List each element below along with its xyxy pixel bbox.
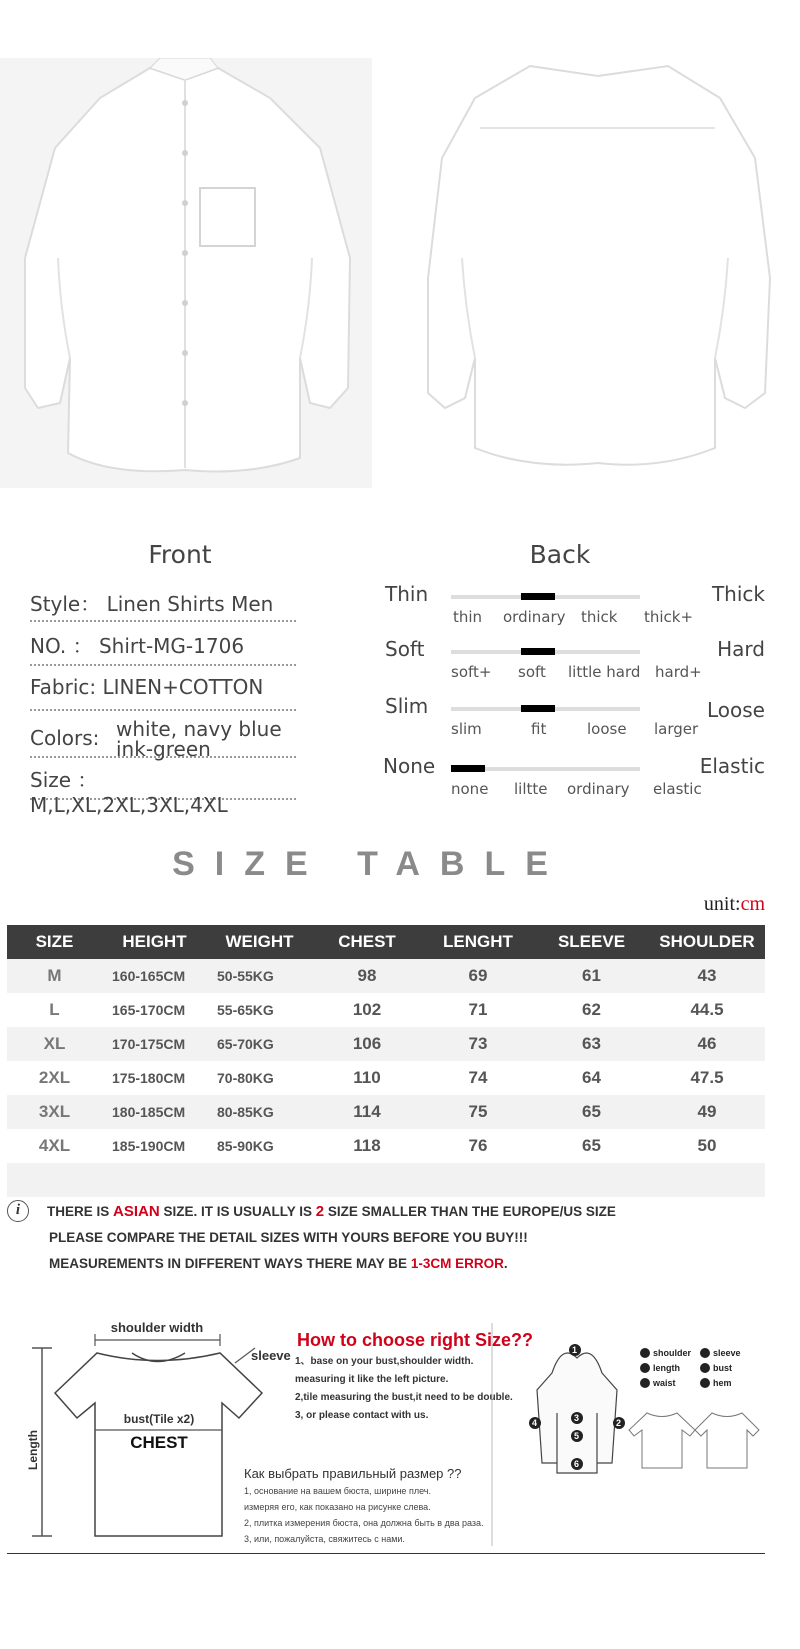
scale-right-label: Loose bbox=[707, 698, 765, 722]
column-header: CHEST bbox=[312, 925, 422, 959]
table-cell: 85-90KG bbox=[207, 1129, 312, 1163]
spec-key: Colors: bbox=[30, 726, 100, 750]
unit-prefix: unit: bbox=[703, 893, 741, 915]
table-row bbox=[7, 1027, 765, 1061]
notice-highlight: ASIAN bbox=[113, 1203, 160, 1220]
column-header: SIZE bbox=[7, 925, 102, 959]
table-cell: 46 bbox=[649, 1027, 765, 1061]
scale-tick: liltte bbox=[514, 780, 548, 798]
scale-indicator bbox=[521, 593, 555, 600]
scale-indicator bbox=[521, 705, 555, 712]
table-cell: 65-70KG bbox=[207, 1027, 312, 1061]
unit-value: cm bbox=[740, 893, 765, 915]
spec-number bbox=[30, 630, 296, 666]
scale-tick: ordinary bbox=[567, 780, 630, 798]
notice-line-1 bbox=[47, 1203, 616, 1220]
notice-text: MEASUREMENTS IN DIFFERENT WAYS THERE MAY BE bbox=[49, 1256, 411, 1271]
notice-highlight: 2 bbox=[315, 1203, 325, 1220]
instruction-en-3: 3, or please contact with us. bbox=[295, 1410, 429, 1421]
scale-tick: soft+ bbox=[451, 663, 492, 681]
scale-track bbox=[451, 707, 640, 711]
scale-right-label: Elastic bbox=[699, 754, 765, 778]
scale-indicator bbox=[451, 765, 485, 772]
bottom-divider bbox=[7, 1553, 765, 1554]
scale-tick: none bbox=[451, 780, 489, 798]
scale-tick: larger bbox=[654, 720, 699, 738]
spec-value bbox=[116, 719, 282, 759]
table-cell: 80-85KG bbox=[207, 1095, 312, 1129]
measurement-guide bbox=[7, 1318, 767, 1550]
spec-key: NO. ： bbox=[30, 634, 93, 658]
hoodie-marker: 3 bbox=[574, 1413, 580, 1423]
notice-text: SIZE SMALLER THAN THE EUROPE/US SIZE bbox=[324, 1204, 616, 1219]
instruction-en-1b: measuring it like the left picture. bbox=[295, 1374, 449, 1385]
thickness-scale bbox=[385, 582, 765, 634]
instruction-ru-2: 2, плитка измерения бюста, она должна быть в два раза. bbox=[244, 1518, 484, 1528]
hoodie-marker: 4 bbox=[532, 1418, 538, 1428]
measurement-guide-graphic bbox=[7, 1318, 767, 1550]
table-row bbox=[7, 993, 765, 1027]
table-cell: 50 bbox=[649, 1129, 765, 1163]
scale-tick: hard+ bbox=[655, 663, 702, 681]
scale-tick: loose bbox=[587, 720, 627, 738]
spec-colors bbox=[30, 717, 296, 761]
notice-text: SIZE. IT IS USUALLY IS bbox=[159, 1204, 316, 1219]
scale-tick: slim bbox=[451, 720, 482, 738]
how-to-choose-title: How to choose right Size?? bbox=[297, 1330, 534, 1350]
legend-sleeve: sleeve bbox=[713, 1348, 741, 1358]
notice-highlight: 1-3CM ERROR bbox=[410, 1256, 504, 1271]
table-cell: M bbox=[7, 959, 102, 993]
notice-text: . bbox=[503, 1256, 508, 1271]
table-cell: 180-185CM bbox=[102, 1095, 207, 1129]
front-caption: Front bbox=[148, 540, 212, 569]
table-row bbox=[7, 959, 765, 993]
instruction-ru-1b: измеряя его, как показано на рисунке слева. bbox=[244, 1502, 431, 1512]
back-shirt-photo bbox=[420, 58, 775, 488]
size-table-header bbox=[7, 925, 765, 959]
scale-right-label: Thick bbox=[711, 582, 765, 606]
scale-tick: thick+ bbox=[644, 608, 694, 626]
instruction-en-2: 2,tile measuring the bust,it need to be double. bbox=[295, 1392, 513, 1403]
scale-tick: thin bbox=[453, 608, 483, 626]
scale-left-label: Thin bbox=[385, 582, 429, 606]
column-header: WEIGHT bbox=[207, 925, 312, 959]
column-header: LENGHT bbox=[422, 925, 534, 959]
legend-shoulder: shoulder bbox=[653, 1348, 692, 1358]
size-table-title: SIZE TABLE bbox=[172, 845, 568, 883]
scale-left-label: None bbox=[383, 754, 436, 778]
table-cell: 106 bbox=[312, 1027, 422, 1061]
scale-left-label: Slim bbox=[385, 694, 429, 718]
table-cell: L bbox=[7, 993, 102, 1027]
legend-hem: hem bbox=[713, 1378, 732, 1388]
fit-scale bbox=[385, 694, 765, 746]
notice-line-3 bbox=[49, 1256, 508, 1271]
spec-key: Fabric: bbox=[30, 675, 97, 699]
table-cell: 49 bbox=[649, 1095, 765, 1129]
sleeve-label: sleeve bbox=[251, 1348, 291, 1363]
unit-label bbox=[704, 893, 765, 916]
table-cell: 74 bbox=[422, 1061, 534, 1095]
front-shirt-photo bbox=[0, 58, 372, 488]
scale-track bbox=[451, 595, 640, 599]
table-cell: 62 bbox=[534, 993, 649, 1027]
table-cell: 76 bbox=[422, 1129, 534, 1163]
table-cell: 44.5 bbox=[649, 993, 765, 1027]
elasticity-scale bbox=[385, 754, 765, 806]
notice-line-2: PLEASE COMPARE THE DETAIL SIZES WITH YOURS BEFORE YOU BUY!!! bbox=[49, 1230, 528, 1245]
table-cell: 165-170CM bbox=[102, 993, 207, 1027]
bust-label: bust(Tile x2) bbox=[123, 1412, 195, 1426]
table-filler-cell bbox=[7, 1163, 765, 1197]
table-cell: 55-65KG bbox=[207, 993, 312, 1027]
ru-title: Как выбрать правильный размер ?? bbox=[244, 1466, 462, 1481]
size-table bbox=[7, 925, 765, 1197]
legend-waist: waist bbox=[653, 1378, 676, 1388]
hoodie-marker: 5 bbox=[574, 1431, 580, 1441]
table-row bbox=[7, 1095, 765, 1129]
color-values-line2: ink-green bbox=[116, 737, 211, 761]
scale-tick: little hard bbox=[568, 663, 641, 681]
scale-tick: thick bbox=[581, 608, 618, 626]
hoodie-marker: 1 bbox=[572, 1345, 578, 1355]
legend-bust: bust bbox=[713, 1363, 732, 1373]
back-caption: Back bbox=[529, 540, 591, 569]
table-cell: 4XL bbox=[7, 1129, 102, 1163]
table-cell: 118 bbox=[312, 1129, 422, 1163]
scale-indicator bbox=[521, 648, 555, 655]
table-cell: 69 bbox=[422, 959, 534, 993]
table-cell: 71 bbox=[422, 993, 534, 1027]
table-cell: 63 bbox=[534, 1027, 649, 1061]
color-values-line1: white, navy blue bbox=[116, 717, 282, 741]
instruction-ru-3: 3, или, пожалуйста, свяжитесь с нами. bbox=[244, 1534, 405, 1544]
shoulder-width-label: shoulder width bbox=[110, 1320, 204, 1335]
back-shirt-illustration bbox=[420, 58, 775, 488]
table-cell: 75 bbox=[422, 1095, 534, 1129]
legend-length: length bbox=[653, 1363, 680, 1373]
table-cell: 2XL bbox=[7, 1061, 102, 1095]
front-shirt-illustration bbox=[0, 58, 372, 488]
table-cell: 43 bbox=[649, 959, 765, 993]
scale-tick: fit bbox=[531, 720, 547, 738]
table-cell: 61 bbox=[534, 959, 649, 993]
scale-tick: soft bbox=[518, 663, 546, 681]
spec-value: M,L,XL,2XL,3XL,4XL bbox=[30, 793, 228, 817]
table-cell: 185-190CM bbox=[102, 1129, 207, 1163]
spec-key: Size ： bbox=[30, 768, 98, 792]
softness-scale bbox=[385, 637, 765, 689]
notice-text: THERE IS bbox=[47, 1204, 114, 1219]
hoodie-marker: 6 bbox=[574, 1459, 580, 1469]
table-filler-row bbox=[7, 1163, 765, 1197]
scale-right-label: Hard bbox=[717, 637, 765, 661]
table-cell: 65 bbox=[534, 1129, 649, 1163]
spec-value: Shirt-MG-1706 bbox=[98, 634, 245, 658]
instruction-en-1: 1、base on your bust,shoulder width. bbox=[295, 1356, 474, 1367]
table-cell: 65 bbox=[534, 1095, 649, 1129]
table-cell: 3XL bbox=[7, 1095, 102, 1129]
table-row bbox=[7, 1061, 765, 1095]
column-header: SLEEVE bbox=[534, 925, 649, 959]
scale-tick: elastic bbox=[653, 780, 702, 798]
table-cell: 160-165CM bbox=[102, 959, 207, 993]
table-cell: 73 bbox=[422, 1027, 534, 1061]
table-row bbox=[7, 1129, 765, 1163]
table-cell: 110 bbox=[312, 1061, 422, 1095]
table-cell: 98 bbox=[312, 959, 422, 993]
info-icon: i bbox=[7, 1200, 29, 1222]
scale-track bbox=[451, 767, 640, 771]
table-cell: XL bbox=[7, 1027, 102, 1061]
table-cell: 102 bbox=[312, 993, 422, 1027]
spec-fabric bbox=[30, 675, 296, 711]
scale-tick: ordinary bbox=[503, 608, 566, 626]
table-cell: 114 bbox=[312, 1095, 422, 1129]
table-cell: 70-80KG bbox=[207, 1061, 312, 1095]
table-cell: 64 bbox=[534, 1061, 649, 1095]
table-cell: 170-175CM bbox=[102, 1027, 207, 1061]
spec-value: LINEN+COTTON bbox=[102, 675, 264, 699]
spec-size bbox=[30, 764, 296, 817]
table-cell: 47.5 bbox=[649, 1061, 765, 1095]
hoodie-marker: 2 bbox=[616, 1418, 622, 1428]
table-cell: 175-180CM bbox=[102, 1061, 207, 1095]
spec-value: Linen Shirts Men bbox=[106, 592, 274, 616]
instruction-ru-1: 1, основание на вашем бюста, ширине плеч. bbox=[244, 1486, 431, 1496]
length-label: Length bbox=[26, 1430, 40, 1470]
scale-track bbox=[451, 650, 640, 654]
spec-key: Style： bbox=[30, 592, 101, 616]
spec-style bbox=[30, 588, 296, 622]
chest-label: CHEST bbox=[130, 1433, 188, 1452]
table-cell: 50-55KG bbox=[207, 959, 312, 993]
column-header: HEIGHT bbox=[102, 925, 207, 959]
column-header: SHOULDER bbox=[649, 925, 765, 959]
scale-left-label: Soft bbox=[385, 637, 425, 661]
